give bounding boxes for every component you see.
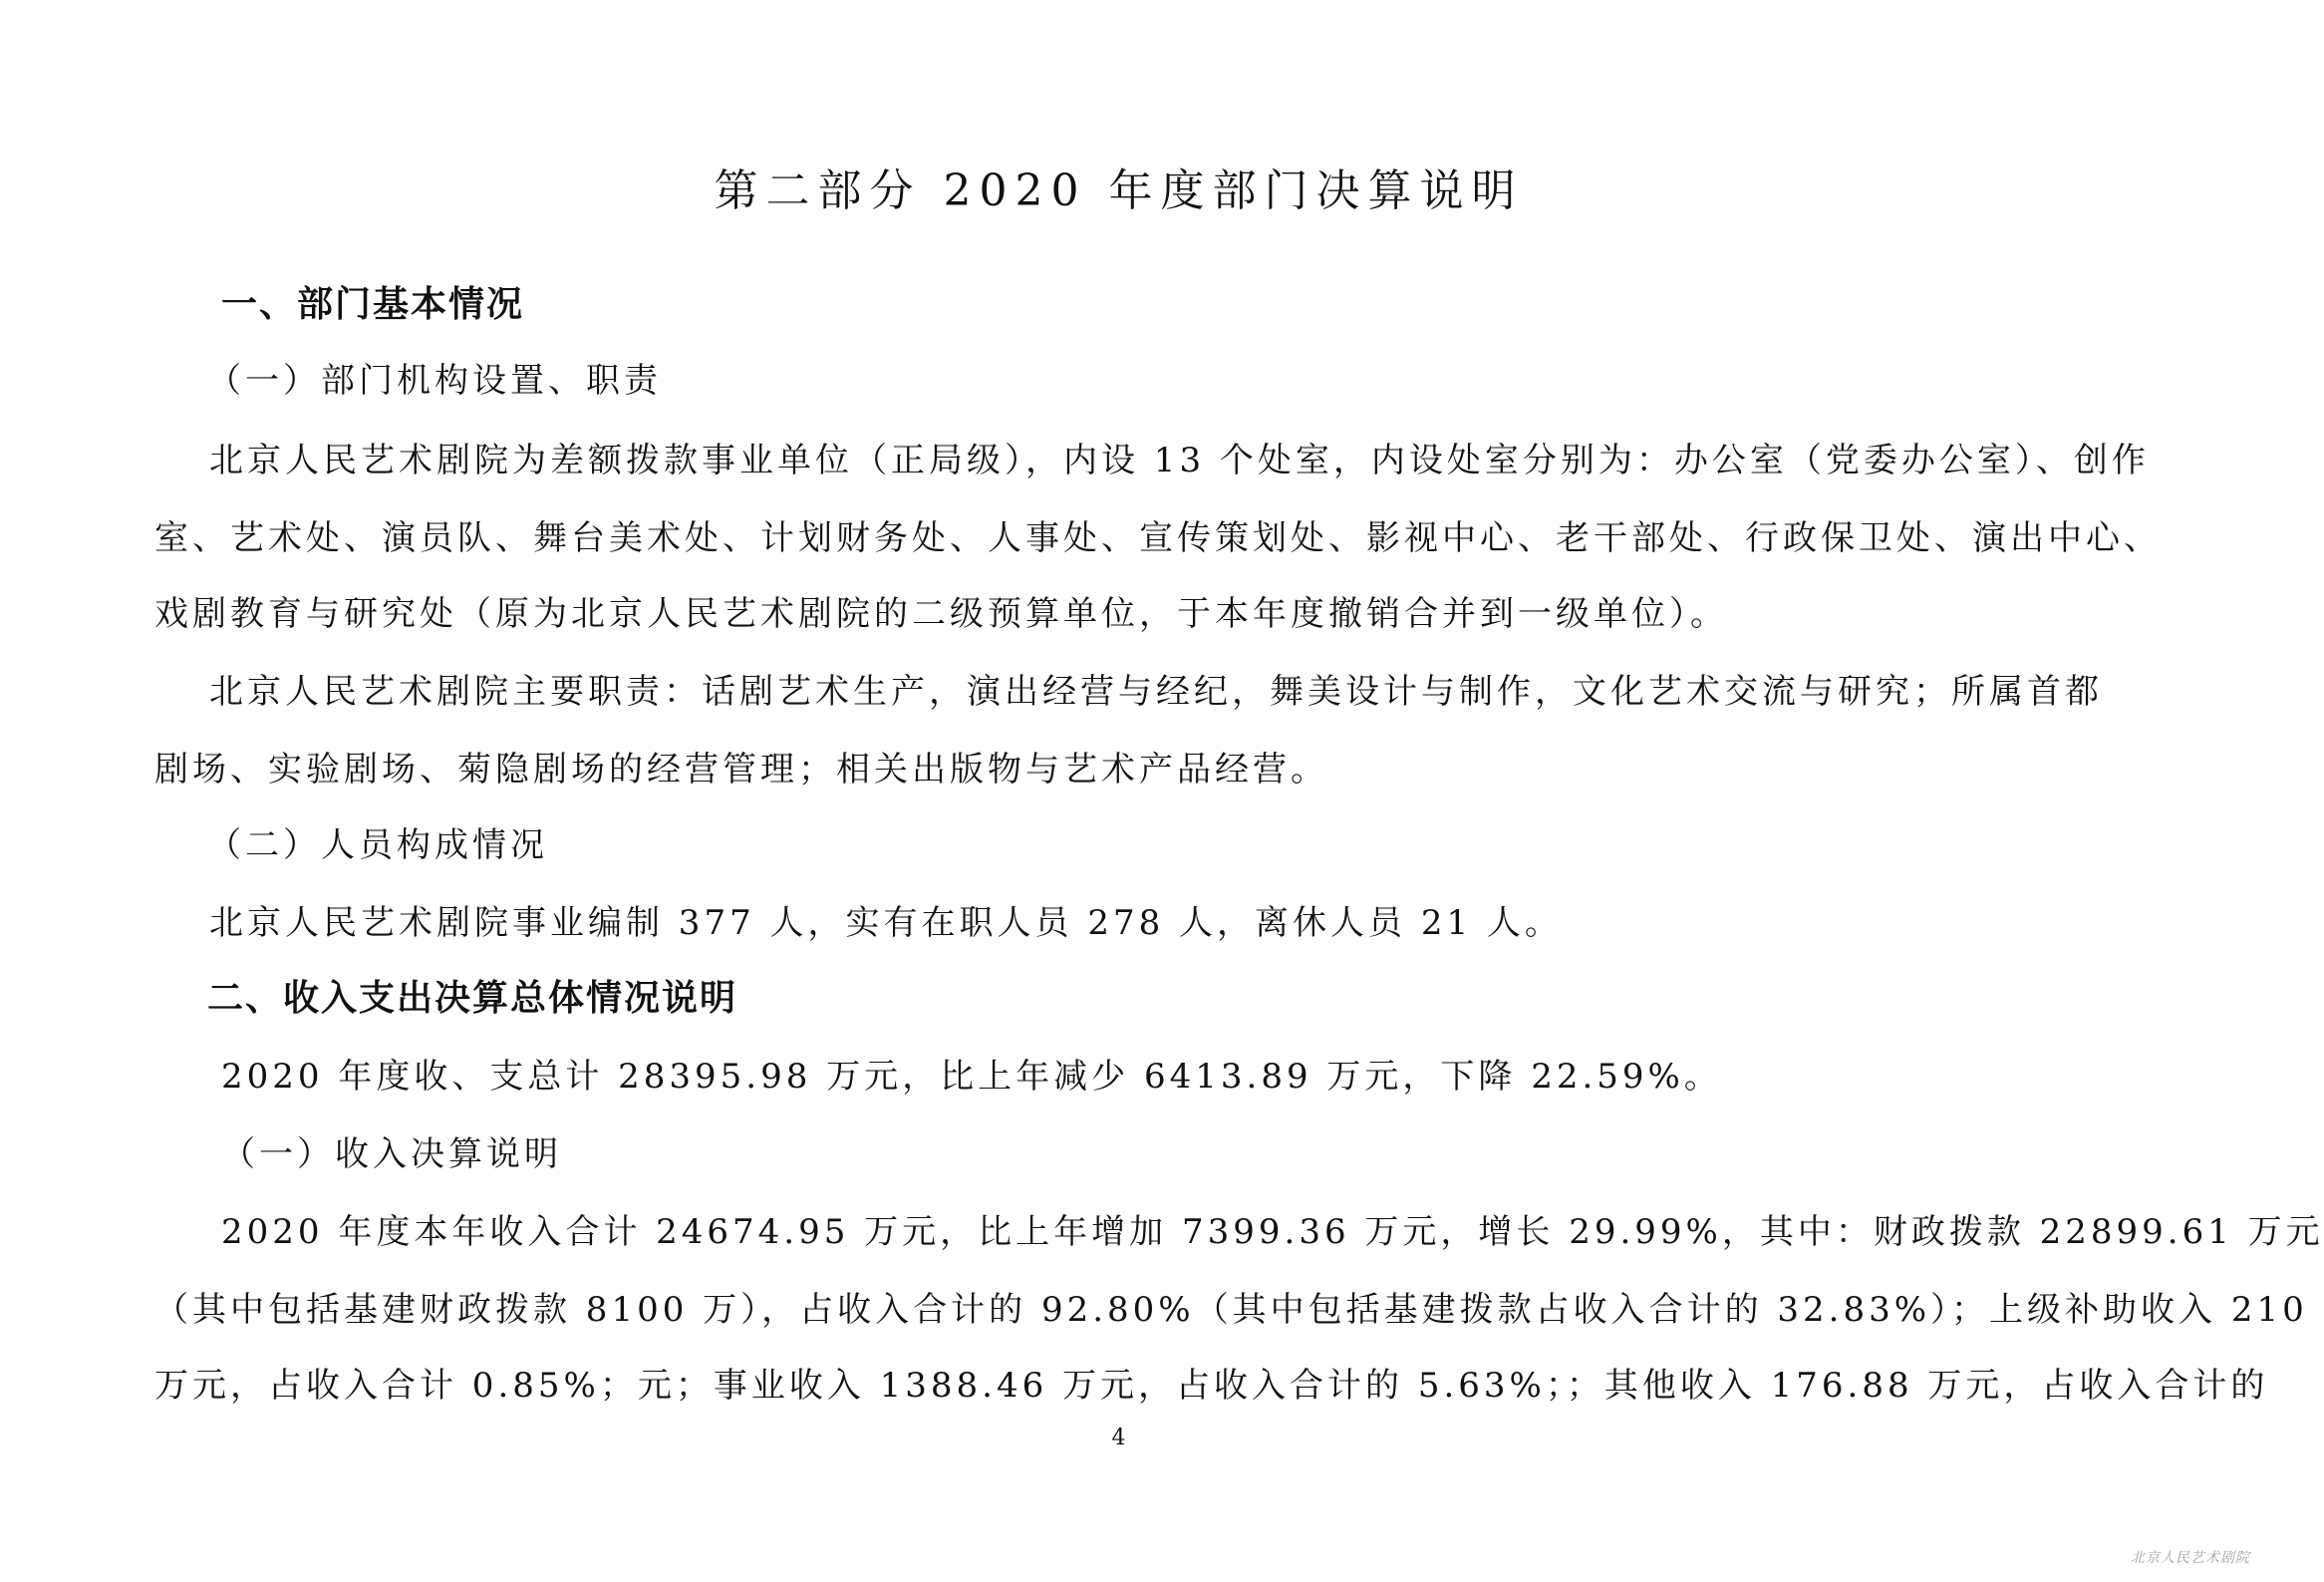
paragraph-line: 戏剧教育与研究处（原为北京人民艺术剧院的二级预算单位，于本年度撤销合并到一级单位）。 bbox=[154, 594, 1728, 634]
paragraph-line: 2020 年度收、支总计 28395.98 万元，比上年减少 6413.89 万元，下降 22.59%。 bbox=[221, 1057, 1722, 1097]
page-title: 第二部分 2020 年度部门决算说明 bbox=[714, 165, 1524, 216]
subsection-heading-1-2: （二）人员构成情况 bbox=[207, 825, 548, 865]
page-number: 4 bbox=[1111, 1425, 1126, 1450]
subsection-heading-2-1: （一）收入决算说明 bbox=[221, 1134, 562, 1174]
paragraph-line: 北京人民艺术剧院为差额拨款事业单位（正局级），内设 13 个处室，内设处室分别为：办公室（党委办公室）、创作 bbox=[209, 441, 2150, 480]
paragraph-line: 万元，占收入合计 0.85%；元；事业收入 1388.46 万元，占收入合计的 5.63%；；其他收入 176.88 万元，占收入合计的 bbox=[154, 1366, 2269, 1406]
section-heading-2: 二、收入支出决算总体情况说明 bbox=[207, 978, 738, 1019]
paragraph-line: 2020 年度本年收入合计 24674.95 万元，比上年增加 7399.36 万元，增长 29.99%，其中：财政拨款 22899.61 万元 bbox=[221, 1212, 2324, 1252]
paragraph-line: 北京人民艺术剧院事业编制 377 人，实有在职人员 278 人，离休人员 21 人。 bbox=[209, 903, 1563, 943]
paragraph-line: （其中包括基建财政拨款 8100 万），占收入合计的 92.80%（其中包括基建拨款占收入合计的 32.83%）；上级补助收入 210 bbox=[154, 1290, 2308, 1330]
paragraph-line: 室、艺术处、演员队、舞台美术处、计划财务处、人事处、宣传策划处、影视中心、老干部处、行政保卫处、演出中心、 bbox=[154, 518, 2162, 558]
paragraph-line: 剧场、实验剧场、菊隐剧场的经营管理；相关出版物与艺术产品经营。 bbox=[154, 750, 1328, 790]
paragraph-line: 北京人民艺术剧院主要职责：话剧艺术生产，演出经营与经纪，舞美设计与制作，文化艺术交流与研究；所属首都 bbox=[209, 672, 2103, 712]
section-heading-1: 一、部门基本情况 bbox=[221, 284, 525, 325]
subsection-heading-1-1: （一）部门机构设置、职责 bbox=[207, 361, 662, 401]
watermark-logo: 北京人民艺术剧院 bbox=[2131, 1550, 2250, 1566]
